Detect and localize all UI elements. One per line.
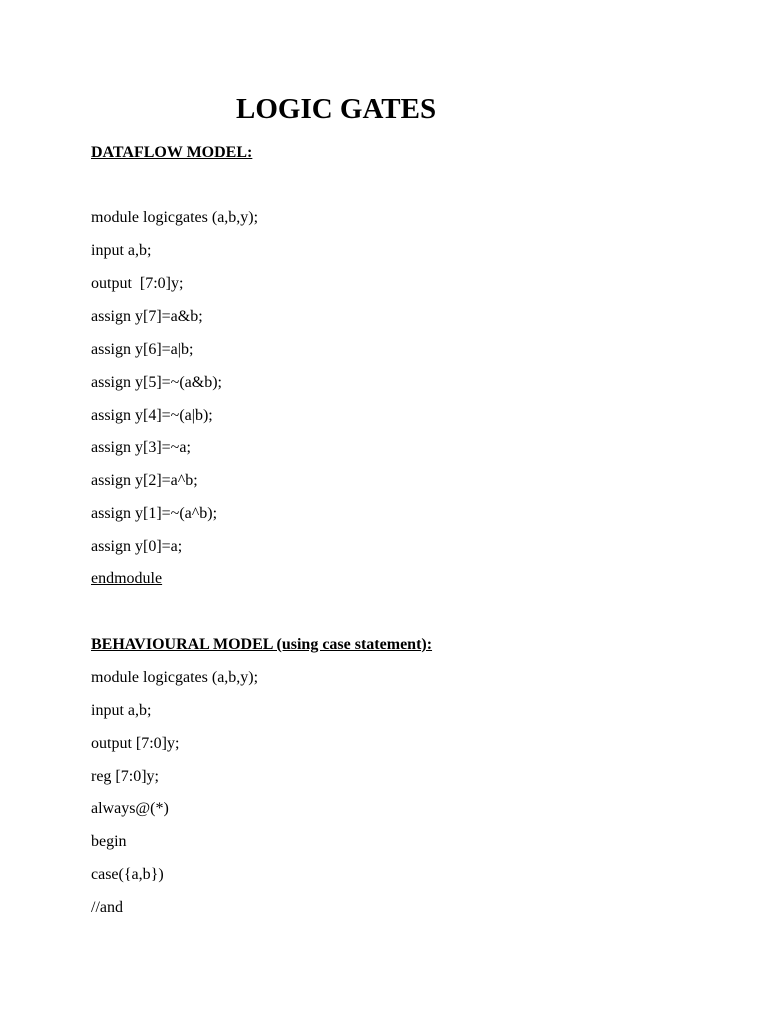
code-line: always@(*) <box>91 800 169 817</box>
code-line: assign y[5]=~(a&b); <box>91 374 222 391</box>
code-line: assign y[2]=a^b; <box>91 472 198 489</box>
code-line: assign y[3]=~a; <box>91 439 191 456</box>
code-line: output [7:0]y; <box>91 735 180 752</box>
code-line: assign y[4]=~(a|b); <box>91 407 213 424</box>
code-line: input a,b; <box>91 702 152 719</box>
code-line: assign y[1]=~(a^b); <box>91 505 218 522</box>
code-line: assign y[0]=a; <box>91 538 183 555</box>
code-comment-line: //and <box>91 899 123 916</box>
code-line: case({a,b}) <box>91 866 164 883</box>
dataflow-heading: DATAFLOW MODEL: <box>91 144 253 161</box>
code-line: module logicgates (a,b,y); <box>91 209 259 226</box>
code-line: assign y[7]=a&b; <box>91 308 203 325</box>
code-line: begin <box>91 833 127 850</box>
code-line: reg [7:0]y; <box>91 768 159 785</box>
code-line: assign y[6]=a|b; <box>91 341 194 358</box>
page-title: LOGIC GATES <box>236 93 437 125</box>
code-line: input a,b; <box>91 242 152 259</box>
behavioural-heading: BEHAVIOURAL MODEL (using case statement): <box>91 636 433 653</box>
endmodule-line: endmodule <box>91 570 163 587</box>
code-line: module logicgates (a,b,y); <box>91 669 259 686</box>
code-line: output [7:0]y; <box>91 275 184 292</box>
